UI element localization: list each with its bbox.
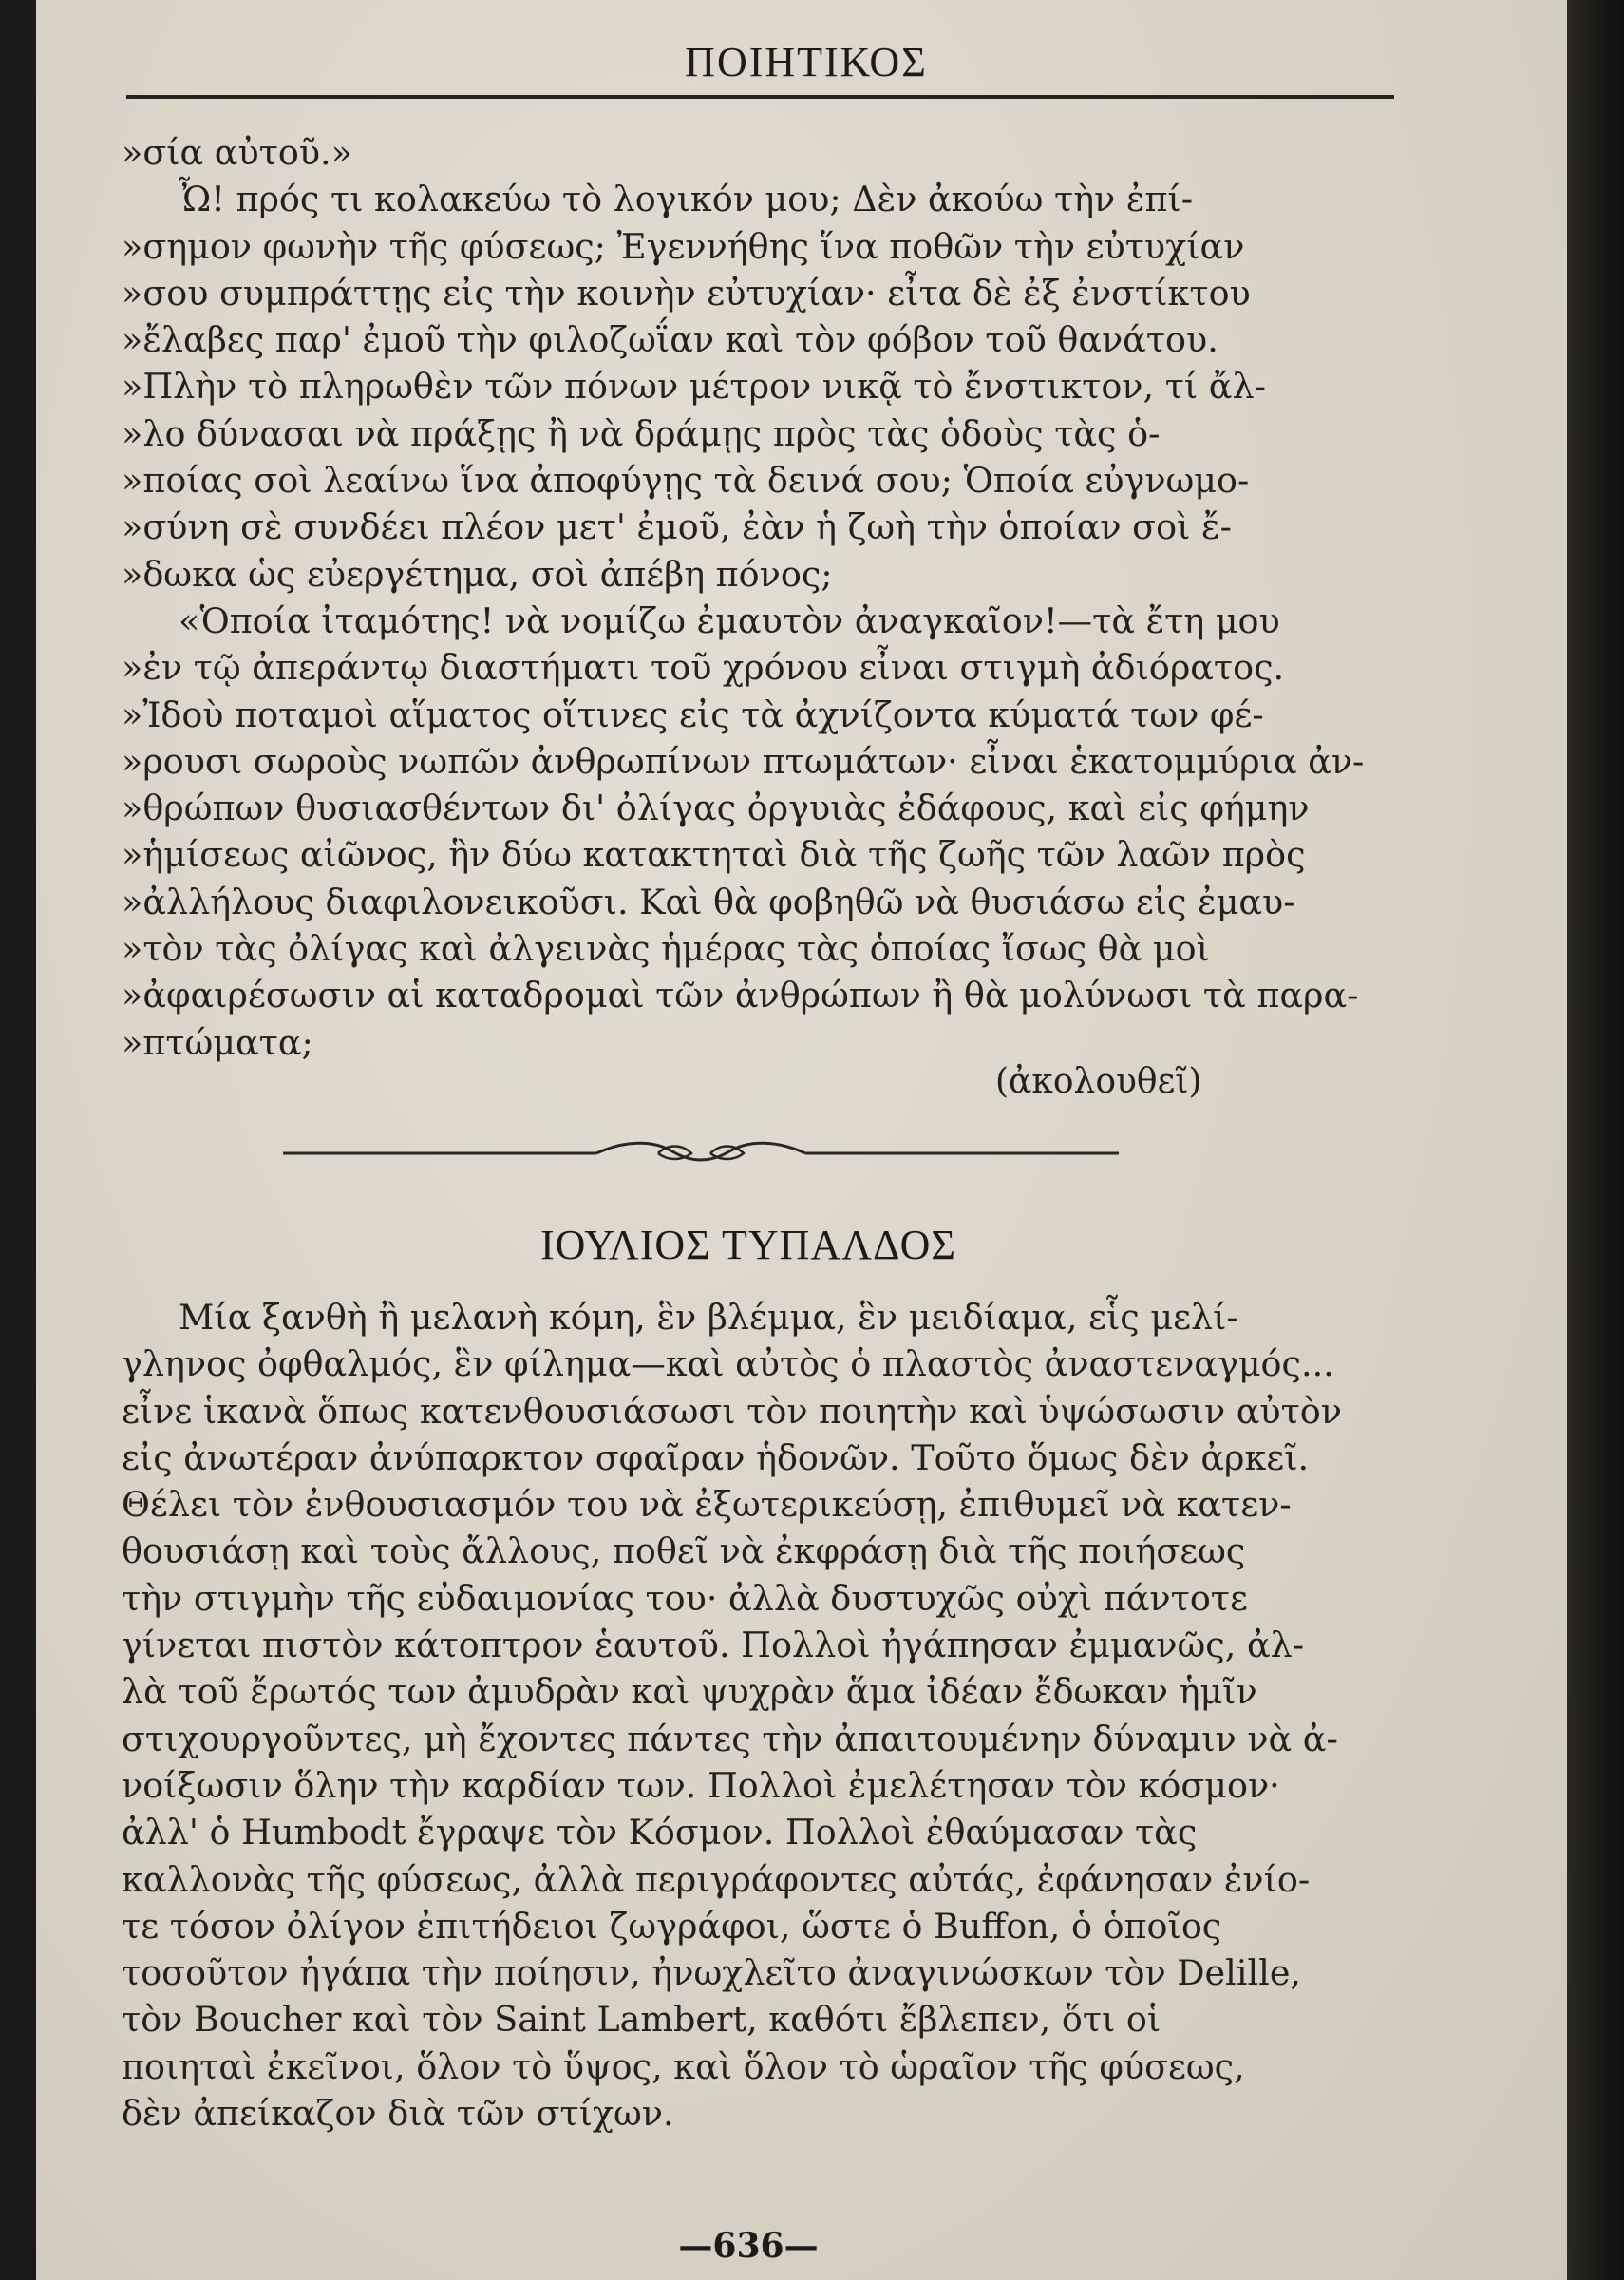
text-line: »ἀφαιρέσωσιν αἱ καταδρομαὶ τῶν ἀνθρώπων ἢ θὰ μολύνωσι τὰ παρα- (122, 975, 1359, 1016)
text-line: »δωκα ὡς εὐεργέτημα, σοὶ ἀπέβη πόνος; (122, 553, 833, 595)
text-line: »ἡμίσεως αἰῶνος, ἣν δύω κατακτηταὶ διὰ τῆς ζωῆς τῶν λαῶν πρὸς (122, 834, 1306, 876)
section-divider-ornament (283, 1130, 1119, 1178)
text-line: »ρουσι σωροὺς νωπῶν ἀνθρωπίνων πτωμάτων· εἶναι ἑκατομμύρια ἀν- (122, 740, 1365, 782)
book-gutter (1567, 0, 1624, 2280)
text-line: καλλονὰς τῆς φύσεως, ἀλλὰ περιγράφοντες αὐτάς, ἐφάνησαν ἐνίο- (122, 1858, 1311, 1900)
section-title: ΙΟΥΛΙΟΣ ΤΥΠΑΛΔΟΣ (540, 1222, 956, 1268)
text-line: »ἀλλήλους διαφιλονεικοῦσι. Καὶ θὰ φοβηθῶ νὰ θυσιάσω εἰς ἐμαυ- (122, 881, 1295, 922)
text-line: »τὸν τὰς ὀλίγας καὶ ἀλγεινὰς ἡμέρας τὰς ὁποίας ἴσως θὰ μοὶ (122, 928, 1210, 970)
text-line: λὰ τοῦ ἔρωτός των ἀμυδρὰν καὶ ψυχρὰν ἅμα ἰδέαν ἔδωκαν ἡμῖν (122, 1671, 1257, 1713)
text-line: »ἐν τῷ ἀπεράντῳ διαστήματι τοῦ χρόνου εἶναι στιγμὴ ἀδιόρατος. (122, 647, 1285, 689)
text-line: »σύνη σὲ συνδέει πλέον μετ' ἐμοῦ, ἐὰν ἡ ζωὴ τὴν ὁποίαν σοὶ ἔ- (122, 506, 1232, 548)
text-line: Θέλει τὸν ἐνθουσιασμόν του νὰ ἐξωτερικεύσῃ, ἐπιθυμεῖ νὰ κατεν- (122, 1484, 1292, 1526)
text-line: ἀλλ' ὁ Humbodt ἔγραψε τὸν Κόσμον. Πολλοὶ ἐθαύμασαν τὰς (122, 1812, 1198, 1853)
text-line: »Ἰδοὺ ποταμοὶ αἵματος οἵτινες εἰς τὰ ἀχνίζοντα κύματά των φέ- (122, 694, 1264, 735)
text-line: »πτώματα; (122, 1021, 313, 1063)
text-line: Ὦ! πρός τι κολακεύω τὸ λογικόν μου; Δὲν ἀκούω τὴν ἐπί- (179, 179, 1194, 220)
text-line: »ποίας σοὶ λεαίνω ἵνα ἀποφύγῃς τὰ δεινά σου; Ὁποία εὐγνωμο- (122, 460, 1250, 502)
text-line: «Ὁποία ἰταμότης! νὰ νομίζω ἐμαυτὸν ἀναγκαῖον!—τὰ ἔτη μου (179, 599, 1280, 641)
text-line: τοσοῦτον ἠγάπα τὴν ποίησιν, ἠνωχλεῖτο ἀναγινώσκων τὸν Delille, (122, 1952, 1302, 1994)
text-line: νοίξωσιν ὅλην τὴν καρδίαν των. Πολλοὶ ἐμελέτησαν τὸν κόσμον· (122, 1764, 1280, 1806)
text-line: τε τόσον ὀλίγον ἐπιτήδειοι ζωγράφοι, ὥστε ὁ Buffon, ὁ ὁποῖος (122, 1905, 1222, 1947)
article-continuation (122, 129, 1394, 1066)
text-line: γίνεται πιστὸν κάτοπτρον ἑαυτοῦ. Πολλοὶ ἠγάπησαν ἐμμανῶς, ἀλ- (122, 1624, 1305, 1666)
text-line: »θρώπων θυσιασθέντων δι' ὀλίγας ὀργυιὰς ἐδάφους, καὶ εἰς φήμην (122, 788, 1310, 829)
article-body (122, 1294, 1394, 2137)
running-head: ΠΟΙΗΤΙΚΟΣ (685, 39, 928, 86)
text-line: »σία αὐτοῦ.» (122, 132, 352, 173)
text-line: εἶνε ἱκανὰ ὅπως κατενθουσιάσωσι τὸν ποιητὴν καὶ ὑψώσωσιν αὐτὸν (122, 1390, 1342, 1432)
text-line: τὴν στιγμὴν τῆς εὐδαιμονίας του· ἀλλὰ δυστυχῶς οὐχὶ πάντοτε (122, 1577, 1248, 1619)
text-line: στιχουργοῦντες, μὴ ἔχοντες πάντες τὴν ἀπαιτουμένην δύναμιν νὰ ἀ- (122, 1718, 1338, 1759)
text-line: »Πλὴν τὸ πληρωθὲν τῶν πόνων μέτρον νικᾷ τὸ ἔνστικτον, τί ἄλ- (122, 366, 1266, 408)
text-line: γληνος ὀφθαλμός, ἓν φίλημα—καὶ αὐτὸς ὁ πλαστὸς ἀναστεναγμός... (122, 1343, 1334, 1385)
continued-note: (ἀκολουθεῖ) (995, 1062, 1202, 1101)
header-rule (126, 95, 1394, 99)
text-line: δὲν ἀπείκαζον διὰ τῶν στίχων. (122, 2093, 674, 2135)
text-line: θουσιάσῃ καὶ τοὺς ἄλλους, ποθεῖ νὰ ἐκφράσῃ διὰ τῆς ποιήσεως (122, 1530, 1246, 1572)
text-line: »σημον φωνὴν τῆς φύσεως; Ἐγεννήθης ἵνα ποθῶν τὴν εὐτυχίαν (122, 225, 1245, 267)
book-page (36, 0, 1577, 2280)
text-line: εἰς ἀνωτέραν ἀνύπαρκτον σφαῖραν ἡδονῶν. Τοῦτο ὅμως δὲν ἀρκεῖ. (122, 1436, 1310, 1478)
text-line: τὸν Boucher καὶ τὸν Saint Lambert, καθότι ἔβλεπεν, ὅτι οἱ (122, 1999, 1161, 2041)
text-line: »σου συμπράττῃς εἰς τὴν κοινὴν εὐτυχίαν· εἶτα δὲ ἐξ ἐνστίκτου (122, 272, 1251, 314)
text-line: »ἔλαβες παρ' ἐμοῦ τὴν φιλοζωΐαν καὶ τὸν φόβον τοῦ θανάτου. (122, 319, 1218, 361)
text-line: Μία ξανθὴ ἢ μελανὴ κόμη, ἓν βλέμμα, ἓν μειδίαμα, εἷς μελί- (179, 1297, 1238, 1338)
text-line: ποιηταὶ ἐκεῖνοι, ὅλον τὸ ὕψος, καὶ ὅλον τὸ ὡραῖον τῆς φύσεως, (122, 2045, 1245, 2087)
text-line: »λο δύνασαι νὰ πράξῃς ἢ νὰ δράμῃς πρὸς τὰς ὁδοὺς τὰς ὁ- (122, 412, 1161, 454)
page-number: —636— (678, 2226, 819, 2266)
